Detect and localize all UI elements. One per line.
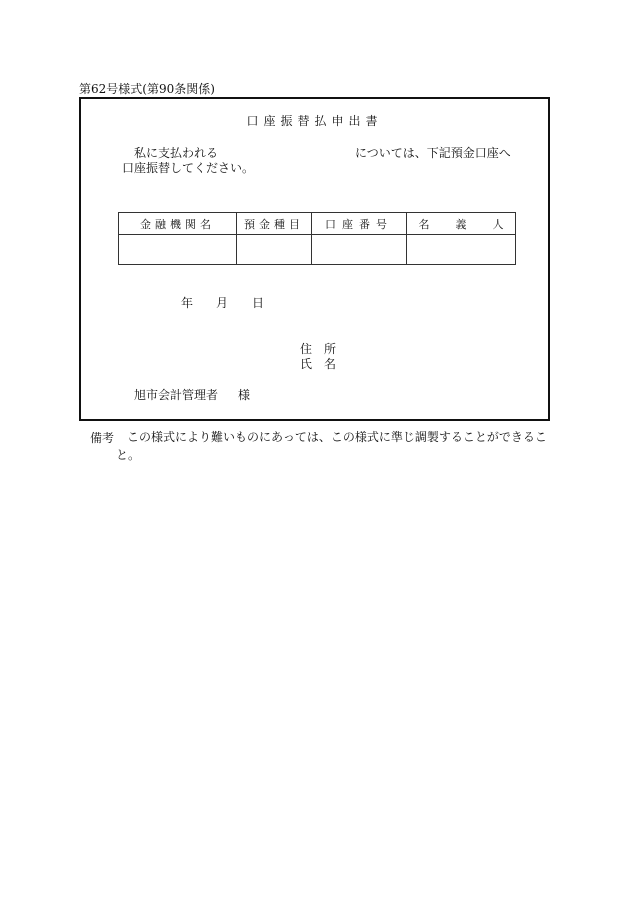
header-account-holder: [407, 213, 516, 235]
account-table: [118, 212, 516, 265]
header-account-number: 口座番号: [312, 213, 407, 235]
name-label: [300, 355, 336, 372]
date-month-label: 月: [216, 296, 229, 310]
note-text-continued: と。: [116, 448, 141, 462]
form-title: 口座振替払申出書: [246, 114, 383, 128]
name-char-2: 名: [324, 357, 337, 371]
note-label: 備考: [90, 431, 115, 445]
header-holder-char-3: 人: [492, 217, 504, 231]
cell-account-holder[interactable]: [407, 235, 516, 265]
note-text: この様式により難いものにあっては、この様式に準じ調製することができるこ: [127, 430, 547, 444]
date-year-label: 年: [181, 296, 194, 310]
intro-text-part3: 口座振替してください。: [122, 161, 255, 175]
header-holder-char-1: 名: [418, 217, 430, 231]
account-table-header-row: [119, 213, 516, 235]
address-char-2: 所: [324, 342, 337, 356]
cell-bank-name[interactable]: [119, 235, 237, 265]
name-char-1: 氏: [300, 357, 313, 371]
form-frame: [79, 97, 550, 421]
cell-account-number[interactable]: [312, 235, 407, 265]
form-number: 第62号様式(第90条関係): [79, 82, 215, 96]
addressee-honorific: 様: [238, 388, 251, 402]
address-char-1: 住: [300, 342, 313, 356]
header-holder-char-2: 義: [455, 217, 467, 231]
cell-deposit-type[interactable]: [237, 235, 312, 265]
addressee-label: 旭市会計管理者: [134, 388, 219, 402]
account-table-entry-row: [119, 235, 516, 265]
header-deposit-type: 預金種目: [237, 213, 312, 235]
addressee: [134, 386, 250, 403]
date-day-label: 日: [252, 296, 265, 310]
intro-text-part2: については、下記預金口座へ: [355, 146, 511, 160]
intro-text-part1: 私に支払われる: [134, 146, 219, 160]
header-bank-name: 金融機関名: [119, 213, 237, 235]
